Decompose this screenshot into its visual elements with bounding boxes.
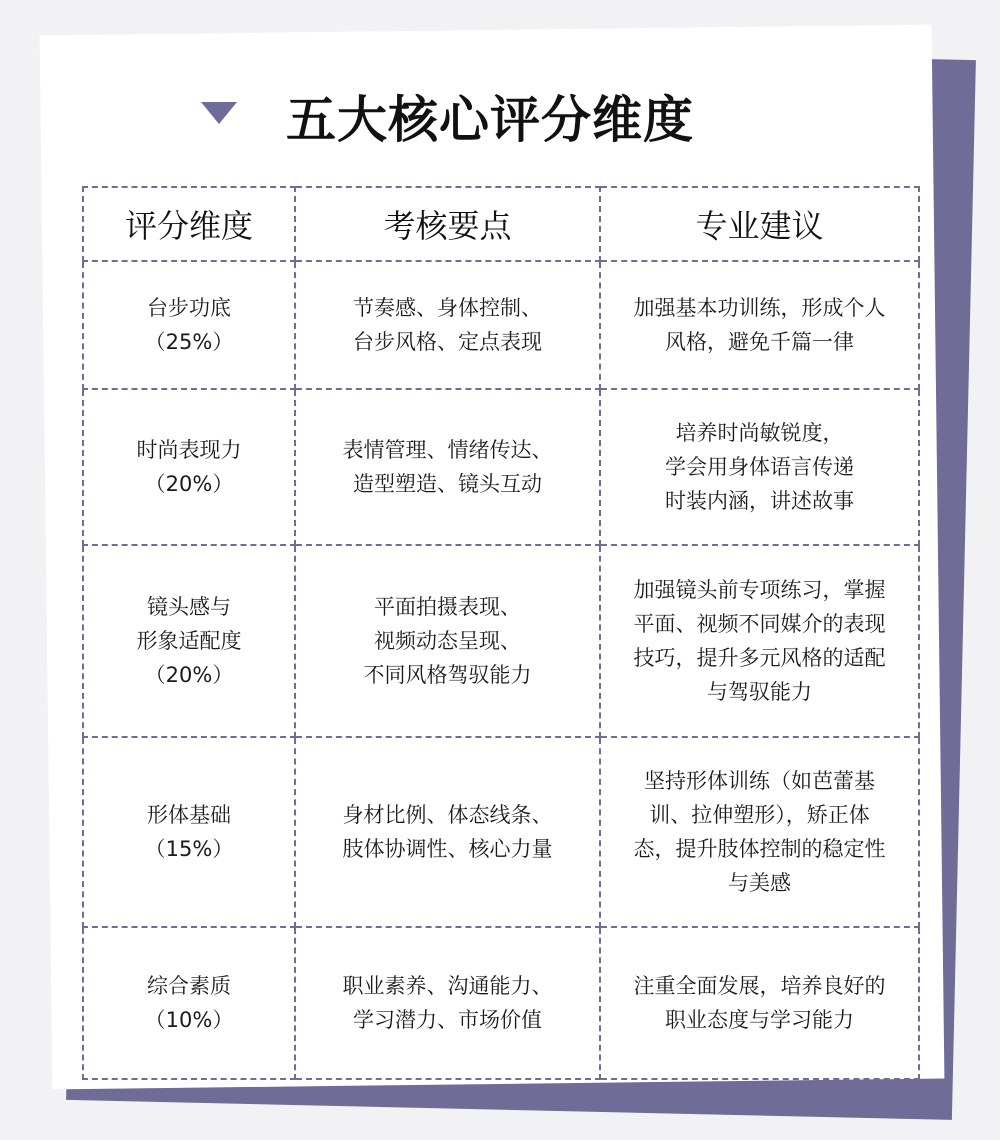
- cell-line: 风格，避免千篇一律: [665, 330, 854, 354]
- cell-line: 时尚表现力: [136, 438, 242, 462]
- cell-line: 肢体协调性、核心力量: [342, 837, 553, 861]
- cell-line: 坚持形体训练（如芭蕾基: [644, 769, 875, 793]
- cell-line: 形象适配度: [136, 629, 242, 653]
- cell-line: 造型塑造、镜头互动: [353, 472, 542, 496]
- cell-advice: [600, 927, 919, 1079]
- header-advice: 专业建议: [600, 187, 919, 261]
- cell-line: 视频动态呈现、: [374, 629, 521, 653]
- cell-line: 镜头感与: [147, 595, 231, 619]
- cell-line: 与驾驭能力: [707, 680, 812, 704]
- table-row: [83, 545, 919, 737]
- cell-line: （25%）: [144, 330, 234, 354]
- cell-line: 态，提升肢体控制的稳定性: [633, 837, 886, 861]
- cell-line: 平面拍摄表现、: [374, 595, 521, 619]
- cell-line: 加强镜头前专项练习，掌握: [633, 578, 886, 602]
- cell-advice: [600, 737, 919, 927]
- cell-points: [295, 261, 600, 389]
- page-title: 五大核心评分维度: [286, 91, 694, 149]
- scoring-table: [82, 186, 920, 1080]
- cell-line: 技巧，提升多元风格的适配: [633, 646, 886, 670]
- cell-line: 台步功底: [147, 296, 231, 320]
- cell-line: 不同风格驾驭能力: [363, 663, 532, 687]
- cell-line: 台步风格、定点表现: [353, 330, 542, 354]
- table-header-row: [83, 187, 919, 261]
- cell-line: 身材比例、体态线条、: [342, 803, 553, 827]
- table-row: [83, 261, 919, 389]
- cell-dimension: [83, 927, 295, 1079]
- header-points: 考核要点: [295, 187, 600, 261]
- cell-line: 时装内涵，讲述故事: [665, 489, 854, 513]
- cell-line: （20%）: [144, 472, 234, 496]
- cell-advice: [600, 545, 919, 737]
- cell-dimension: [83, 545, 295, 737]
- table-row: [83, 737, 919, 927]
- cell-line: 平面、视频不同媒介的表现: [633, 612, 886, 636]
- cell-advice: [600, 389, 919, 545]
- cell-line: （15%）: [144, 837, 234, 861]
- cell-line: 学会用身体语言传递: [665, 455, 854, 479]
- table-row: [83, 927, 919, 1079]
- cell-points: [295, 545, 600, 737]
- cell-dimension: [83, 737, 295, 927]
- cell-points: [295, 389, 600, 545]
- cell-line: 职业态度与学习能力: [665, 1008, 854, 1032]
- cell-dimension: [83, 389, 295, 545]
- cell-line: 表情管理、情绪传达、: [342, 438, 553, 462]
- cell-advice: [600, 261, 919, 389]
- cell-line: （20%）: [144, 663, 234, 687]
- cell-line: 形体基础: [147, 803, 231, 827]
- cell-line: （10%）: [144, 1008, 234, 1032]
- cell-dimension: [83, 261, 295, 389]
- header-dimension: 评分维度: [83, 187, 295, 261]
- title-row: [36, 91, 964, 156]
- table-row: [83, 389, 919, 545]
- triangle-down-icon: [201, 102, 237, 124]
- cell-line: 节奏感、身体控制、: [353, 296, 542, 320]
- cell-line: 训、拉伸塑形），矫正体: [649, 803, 870, 827]
- cell-points: [295, 927, 600, 1079]
- cell-line: 加强基本功训练，形成个人: [633, 296, 886, 320]
- cell-line: 与美感: [728, 871, 791, 895]
- cell-line: 注重全面发展，培养良好的: [633, 974, 886, 998]
- cell-line: 培养时尚敏锐度，: [675, 421, 844, 445]
- cell-line: 综合素质: [147, 974, 231, 998]
- cell-line: 职业素养、沟通能力、: [342, 974, 553, 998]
- cell-line: 学习潜力、市场价值: [353, 1008, 542, 1032]
- cell-points: [295, 737, 600, 927]
